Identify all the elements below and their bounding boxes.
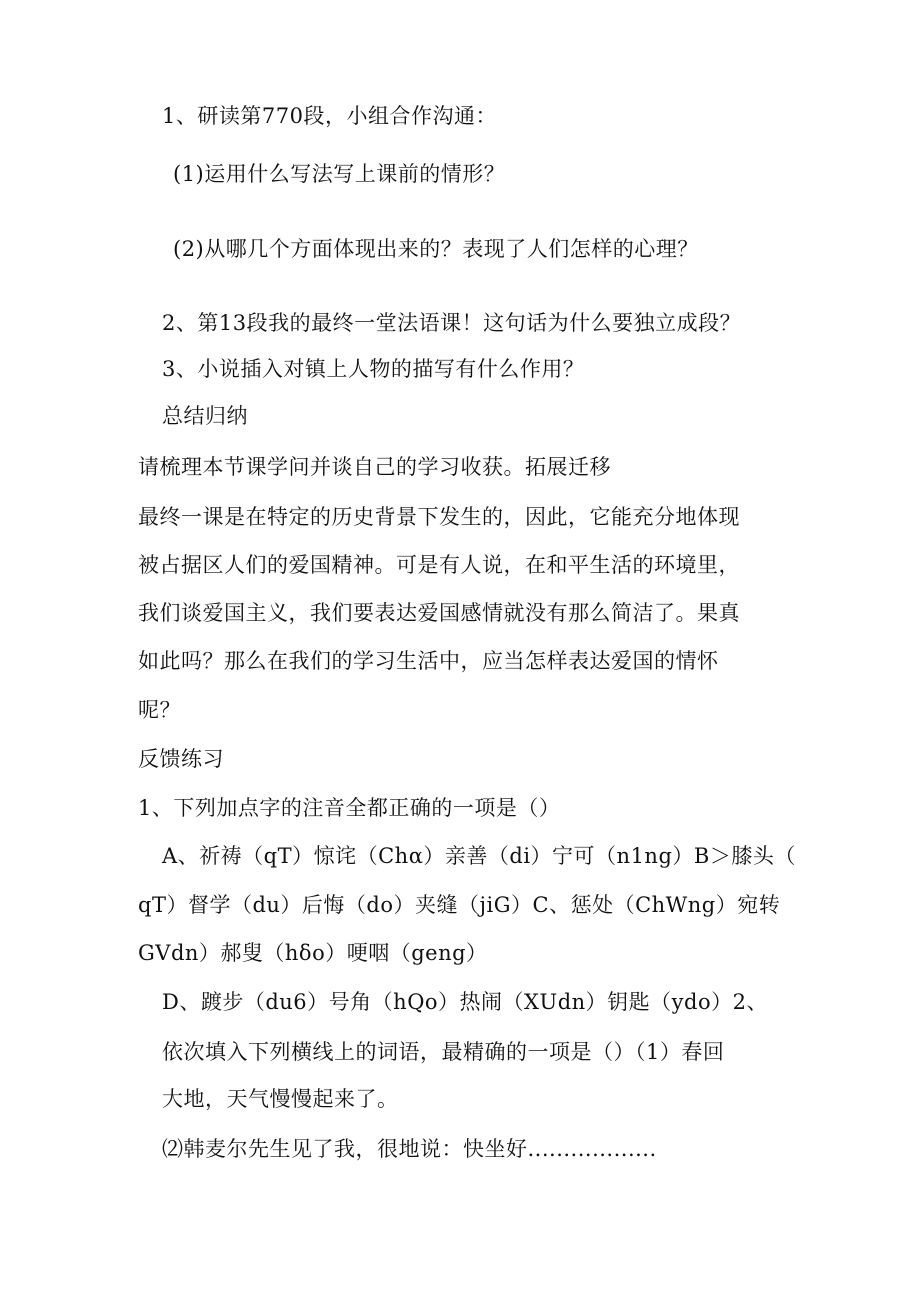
exercise-2-sentence-1: 大地，天气慢慢起来了。	[162, 1087, 399, 1111]
section-heading-feedback: 反馈练习	[138, 747, 224, 771]
question-1-sub-2: (2)从哪几个方面体现出来的？表现了人们怎样的心理？	[173, 237, 699, 261]
section-heading-summary: 总结归纳	[162, 404, 248, 428]
paragraph-line: 如此吗？那么在我们的学习生活中，应当怎样表达爱国的情怀	[138, 649, 719, 673]
paragraph-line: 最终一课是在特定的历史背景下发生的，因此，它能充分地体现	[138, 505, 740, 529]
paragraph-line: 呢？	[138, 698, 181, 722]
question-1-heading: 1、研读第770段，小组合作沟通：	[162, 104, 497, 128]
paragraph-line: 请梳理本节课学问并谈自己的学习收获。拓展迁移	[138, 455, 611, 479]
exercise-1-option-line: GVdn）郝叟（hδo）哽咽（geng）	[138, 941, 488, 965]
paragraph-line: 我们谈爱国主义，我们要表达爱国感情就没有那么简洁了。果真	[138, 601, 740, 625]
exercise-1-option-line: qT）督学（du）后悔（do）夹缝（jiG）C、惩处（ChWng）宛转	[138, 893, 781, 917]
paragraph-line: 被占据区人们的爱国精神。可是有人说，在和平生活的环境里，	[138, 553, 740, 577]
exercise-1-option-d: D、踱步（du6）号角（hQo）热闹（XUdn）钥匙（ydo）2、	[162, 990, 768, 1014]
exercise-1-prompt: 1、下列加点字的注音全都正确的一项是（）	[138, 796, 561, 820]
exercise-1-option-line: A、祈祷（qT）惊诧（Chα）亲善（di）宁可（n1ng）B＞膝头（	[162, 844, 796, 868]
exercise-2-prompt: 依次填入下列横线上的词语，最精确的一项是（）（1）春回	[162, 1040, 725, 1064]
exercise-2-sentence-2: ⑵韩麦尔先生见了我，很地说：快坐好..................	[162, 1137, 657, 1161]
question-2: 2、第13段我的最终一堂法语课！这句话为什么要独立成段？	[162, 311, 742, 335]
question-3: 3、小说插入对镇上人物的描写有什么作用？	[162, 357, 585, 381]
question-1-sub-1: (1)运用什么写法写上课前的情形？	[173, 162, 506, 186]
